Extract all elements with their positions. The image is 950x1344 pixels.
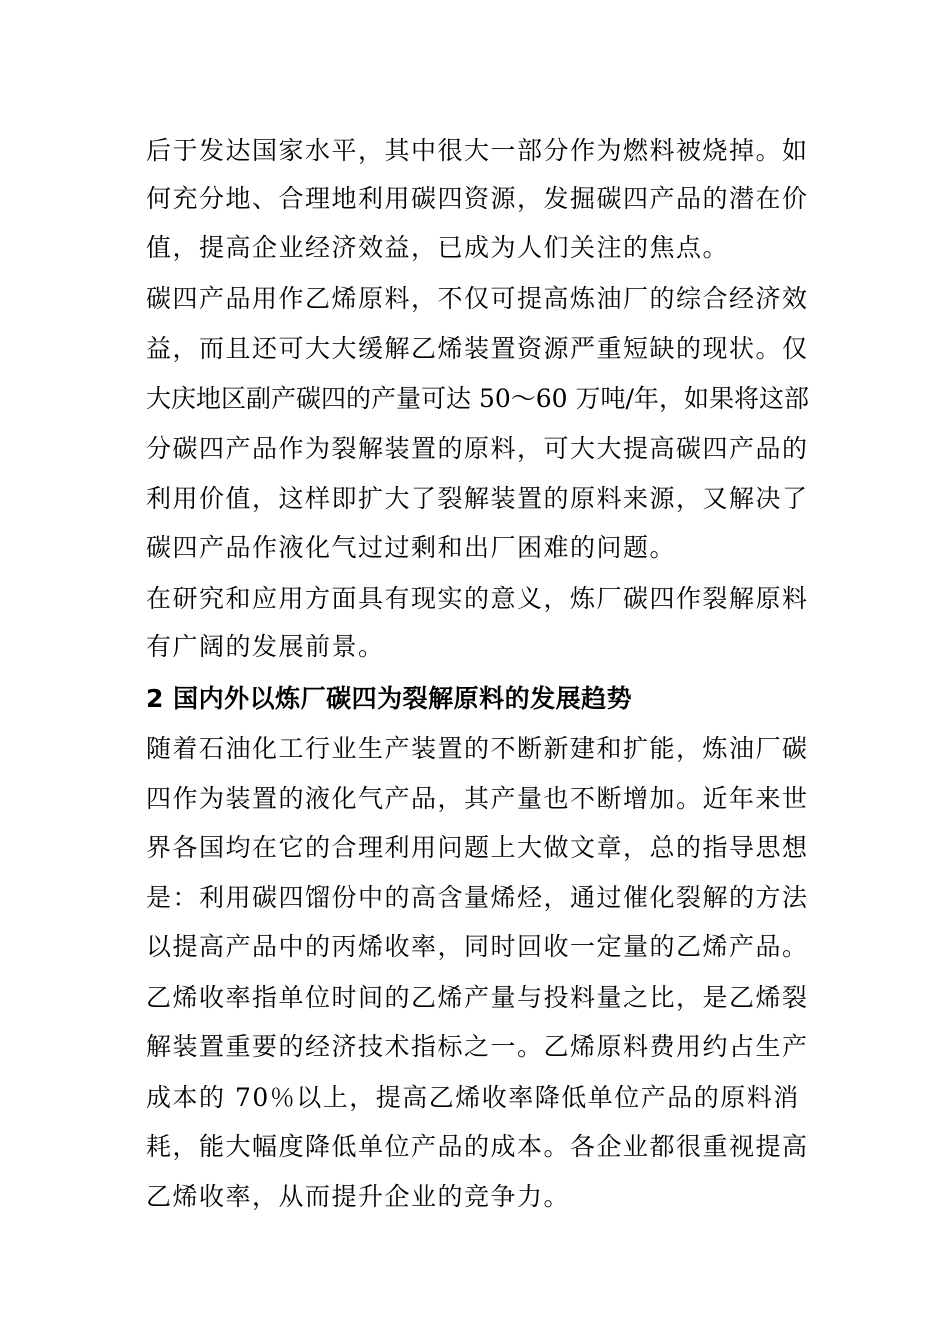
paragraph-line: 有广阔的发展前景。 (146, 632, 385, 661)
paragraph-line: 后于发达国家水平，其中很大一部分作为燃料被烧掉。如 (146, 136, 809, 165)
paragraph-line: 值，提高企业经济效益，已成为人们关注的焦点。 (146, 233, 730, 262)
paragraph-line: 成本的 70％以上，提高乙烯收率降低单位产品的原料消 (146, 1083, 800, 1112)
paragraph-line: 乙烯收率，从而提升企业的竞争力。 (146, 1182, 571, 1211)
section-heading: 2 国内外以炼厂碳四为裂解原料的发展趋势 (146, 684, 633, 713)
paragraph-line: 四作为装置的液化气产品，其产量也不断增加。近年来世 (146, 784, 809, 813)
paragraph-line: 界各国均在它的合理利用问题上大做文章，总的指导思想 (146, 833, 809, 862)
paragraph-line: 耗，能大幅度降低单位产品的成本。各企业都很重视提高 (146, 1132, 809, 1161)
paragraph-line: 以提高产品中的丙烯收率，同时回收一定量的乙烯产品。 (146, 932, 809, 961)
paragraph-line: 随着石油化工行业生产装置的不断新建和扩能，炼油厂碳 (146, 734, 809, 763)
paragraph-line: 是：利用碳四馏份中的高含量烯烃，通过催化裂解的方法 (146, 883, 809, 912)
paragraph-line: 大庆地区副产碳四的产量可达 50～60 万吨/年，如果将这部 (146, 384, 809, 413)
paragraph-line: 碳四产品用作乙烯原料，不仅可提高炼油厂的综合经济效 (146, 284, 809, 313)
paragraph-line: 解装置重要的经济技术指标之一。乙烯原料费用约占生产 (146, 1032, 809, 1061)
paragraph-line: 乙烯收率指单位时间的乙烯产量与投料量之比，是乙烯裂 (146, 983, 809, 1012)
paragraph-line: 分碳四产品作为裂解装置的原料，可大大提高碳四产品的 (146, 434, 809, 463)
paragraph-line: 在研究和应用方面具有现实的意义，炼厂碳四作裂解原料 (146, 584, 809, 613)
paragraph-line: 碳四产品作液化气过过剩和出厂困难的问题。 (146, 533, 677, 562)
paragraph-line: 利用价值，这样即扩大了裂解装置的原料来源，又解决了 (146, 484, 809, 513)
paragraph-line: 益，而且还可大大缓解乙烯装置资源严重短缺的现状。仅 (146, 334, 809, 363)
paragraph-line: 何充分地、合理地利用碳四资源，发掘碳四产品的潜在价 (146, 184, 809, 213)
